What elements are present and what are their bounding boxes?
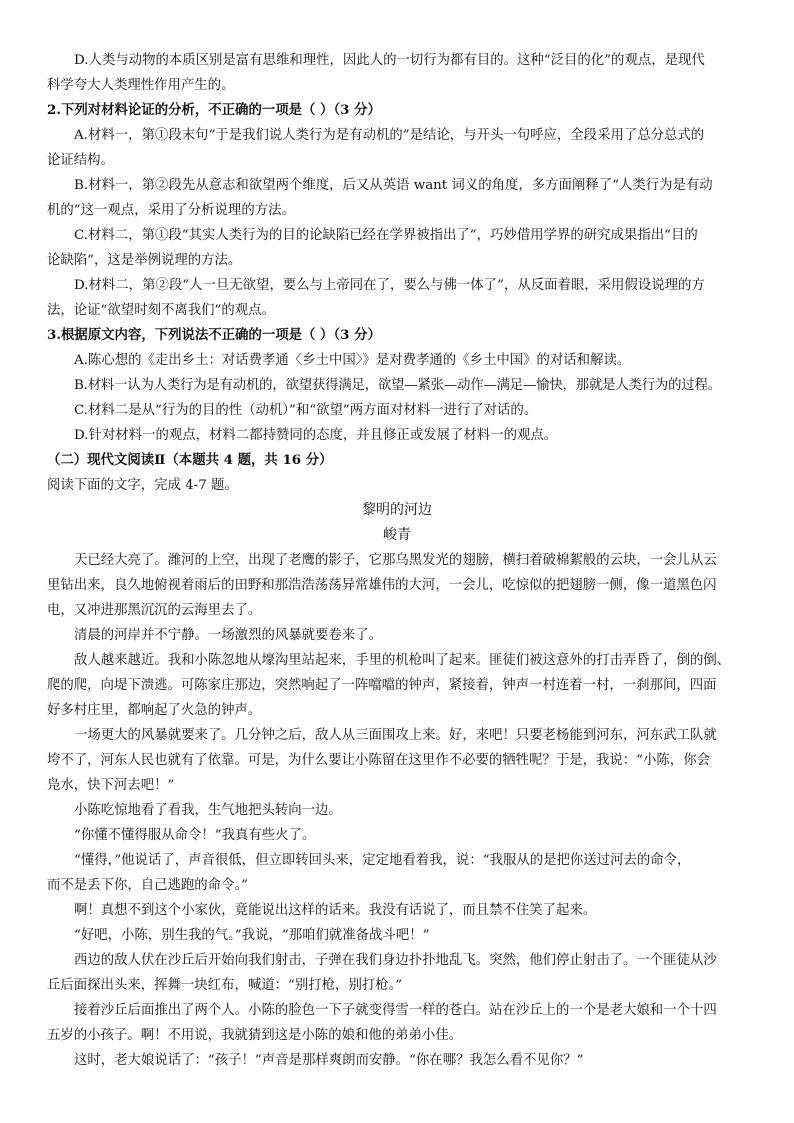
option-b-q3: B.材料一认为人类行为是有动机的，欲望获得满足，欲望—紧张—动作—满足—愉快，那就是人类行为的过程。 xyxy=(74,378,721,393)
exam-page xyxy=(47,48,747,1073)
option-d-q3: D.针对材料一的观点，材料二都持赞同的态度，并且修正或发展了材料一的观点。 xyxy=(74,428,558,443)
question-2-stem: 2.下列对材料论证的分析，不正确的一项是（ ）（3 分） xyxy=(47,102,381,118)
passage-title: 黎明的河边 xyxy=(362,502,432,518)
passage-line: 爬的爬，向堤下溃逃。可陈家庄那边，突然响起了一阵噹噹的钟声，紧接着，钟声一村连着一村，一刹那间，四面 xyxy=(47,678,717,693)
question-3-stem: 3.根据原文内容，下列说法不正确的一项是（ ）（3 分） xyxy=(47,327,381,343)
passage-line: 而不是丢下你，自己逃跑的命令。” xyxy=(47,878,249,893)
passage-line: 五岁的小孩子。啊！不用说，我就猜到这是小陈的娘和他的弟弟小佳。 xyxy=(47,1028,463,1043)
option-d-q1-line1: D.人类与动物的本质区别是富有思维和理性，因此人的一切行为都有目的。这种“泛目的化”的观点，是现代 xyxy=(74,53,705,68)
passage-line: “懂得，”他说话了，声音很低，但立即转回头来，定定地看着我，说：“我服从的是把你送过河去的命令， xyxy=(74,853,691,868)
option-a-q2-line1: A.材料一，第①段末句“于是我们说人类行为是有动机的”是结论，与开头一句呼应，全段采用了总分总式的 xyxy=(74,128,705,143)
passage-line: 天已经大亮了。潍河的上空，出现了老鹰的影子，它那乌黑发光的翅膀，横扫着破棉絮般的云块，一会儿从云 xyxy=(74,553,717,568)
passage-line: 丘后面探出头来，挥舞一块红布，喊道：“别打枪，别打枪。” xyxy=(47,978,403,993)
option-b-q2-line1: B.材料一，第②段先从意志和欲望两个维度，后又从英语 want 词义的角度，多方面阐释了“人类行为是有动 xyxy=(74,178,713,193)
section-heading: （二）现代文阅读Ⅱ（本题共 4 题，共 16 分） xyxy=(47,452,333,468)
passage-line: “好吧，小陈，别生我的气。”我说，“那咱们就准备战斗吧！” xyxy=(74,928,430,943)
passage-line: “你懂不懂得服从命令！”我真有些火了。 xyxy=(74,828,316,843)
passage-line: 里钻出来，良久地俯视着雨后的田野和那浩浩荡荡异常雄伟的大河，一会儿，吃惊似的把翅膀一侧，像一道黑色闪 xyxy=(47,578,717,593)
option-b-q2-line2: 机的”这一观点，采用了分析说理的方法。 xyxy=(47,203,295,218)
passage-line: 一场更大的风暴就要来了。几分钟之后，敌人从三面围攻上来。好，来吧！只要老杨能到河东，河东武工队就 xyxy=(74,728,717,743)
option-c-q2-line2: 论缺陷”，这是举例说理的方法。 xyxy=(47,253,242,268)
passage-line: 这时，老大娘说话了：“孩子！”声音是那样爽朗而安静。“你在哪？我怎么看不见你？” xyxy=(74,1053,584,1068)
reading-instruction: 阅读下面的文字，完成 4-7 题。 xyxy=(47,478,238,493)
passage-line: 接着沙丘后面推出了两个人。小陈的脸色一下子就变得雪一样的苍白。站在沙丘上的一个是老大娘和一个十四 xyxy=(74,1003,717,1018)
passage-line: 小陈吃惊地看了看我，生气地把头转向一边。 xyxy=(74,803,342,818)
passage-line: 西边的敌人伏在沙丘后开始向我们射击，子弹在我们身边扑扑地乱飞。突然，他们停止射击了。一个匪徒从沙 xyxy=(74,953,717,968)
option-d-q1-line2: 科学夸大人类理性作用产生的。 xyxy=(47,78,235,93)
passage-line: 敌人越来越近。我和小陈忽地从壕沟里站起来，手里的机枪叫了起来。匪徒们被这意外的打击弄昏了，倒的倒、 xyxy=(74,653,731,668)
passage-line: 凫水，快下河去吧！” xyxy=(47,778,175,793)
passage-line: 清晨的河岸并不宁静。一场激烈的风暴就要卷来了。 xyxy=(74,628,382,643)
option-d-q2-line2: 法，论证“欲望时刻不离我们”的观点。 xyxy=(47,303,275,318)
passage-line: 电，又冲进那黑沉沉的云海里去了。 xyxy=(47,603,262,618)
option-c-q3: C.材料二是从“行为的目的性（动机）”和“欲望”两方面对材料一进行了对话的。 xyxy=(74,403,538,418)
option-a-q3: A.陈心想的《走出乡土：对话费孝通〈乡土中国〉》是对费孝通的《乡土中国》的对话和解读。 xyxy=(74,353,631,368)
passage-author: 峻青 xyxy=(383,527,411,543)
option-a-q2-line2: 论证结构。 xyxy=(47,153,114,168)
option-d-q2-line1: D.材料二，第②段“人一旦无欲望，要么与上帝同在了，要么与佛一体了”，从反面着眼，采用假设说理的方 xyxy=(74,278,705,293)
passage-line: 垮不了，河东人民也就有了依靠。可是，为什么要让小陈留在这里作不必要的牺牲呢？于是，我说：“小陈，你会 xyxy=(47,753,710,768)
passage-line: 啊！真想不到这个小家伙，竟能说出这样的话来。我没有话说了，而且禁不住笑了起来。 xyxy=(74,903,597,918)
passage-line: 好多村庄里，都响起了火急的钟声。 xyxy=(47,703,262,718)
option-c-q2-line1: C.材料二，第①段“其实人类行为的目的论缺陷已经在学界被指出了”，巧妙借用学界的研究成果指出“目的 xyxy=(74,228,698,243)
